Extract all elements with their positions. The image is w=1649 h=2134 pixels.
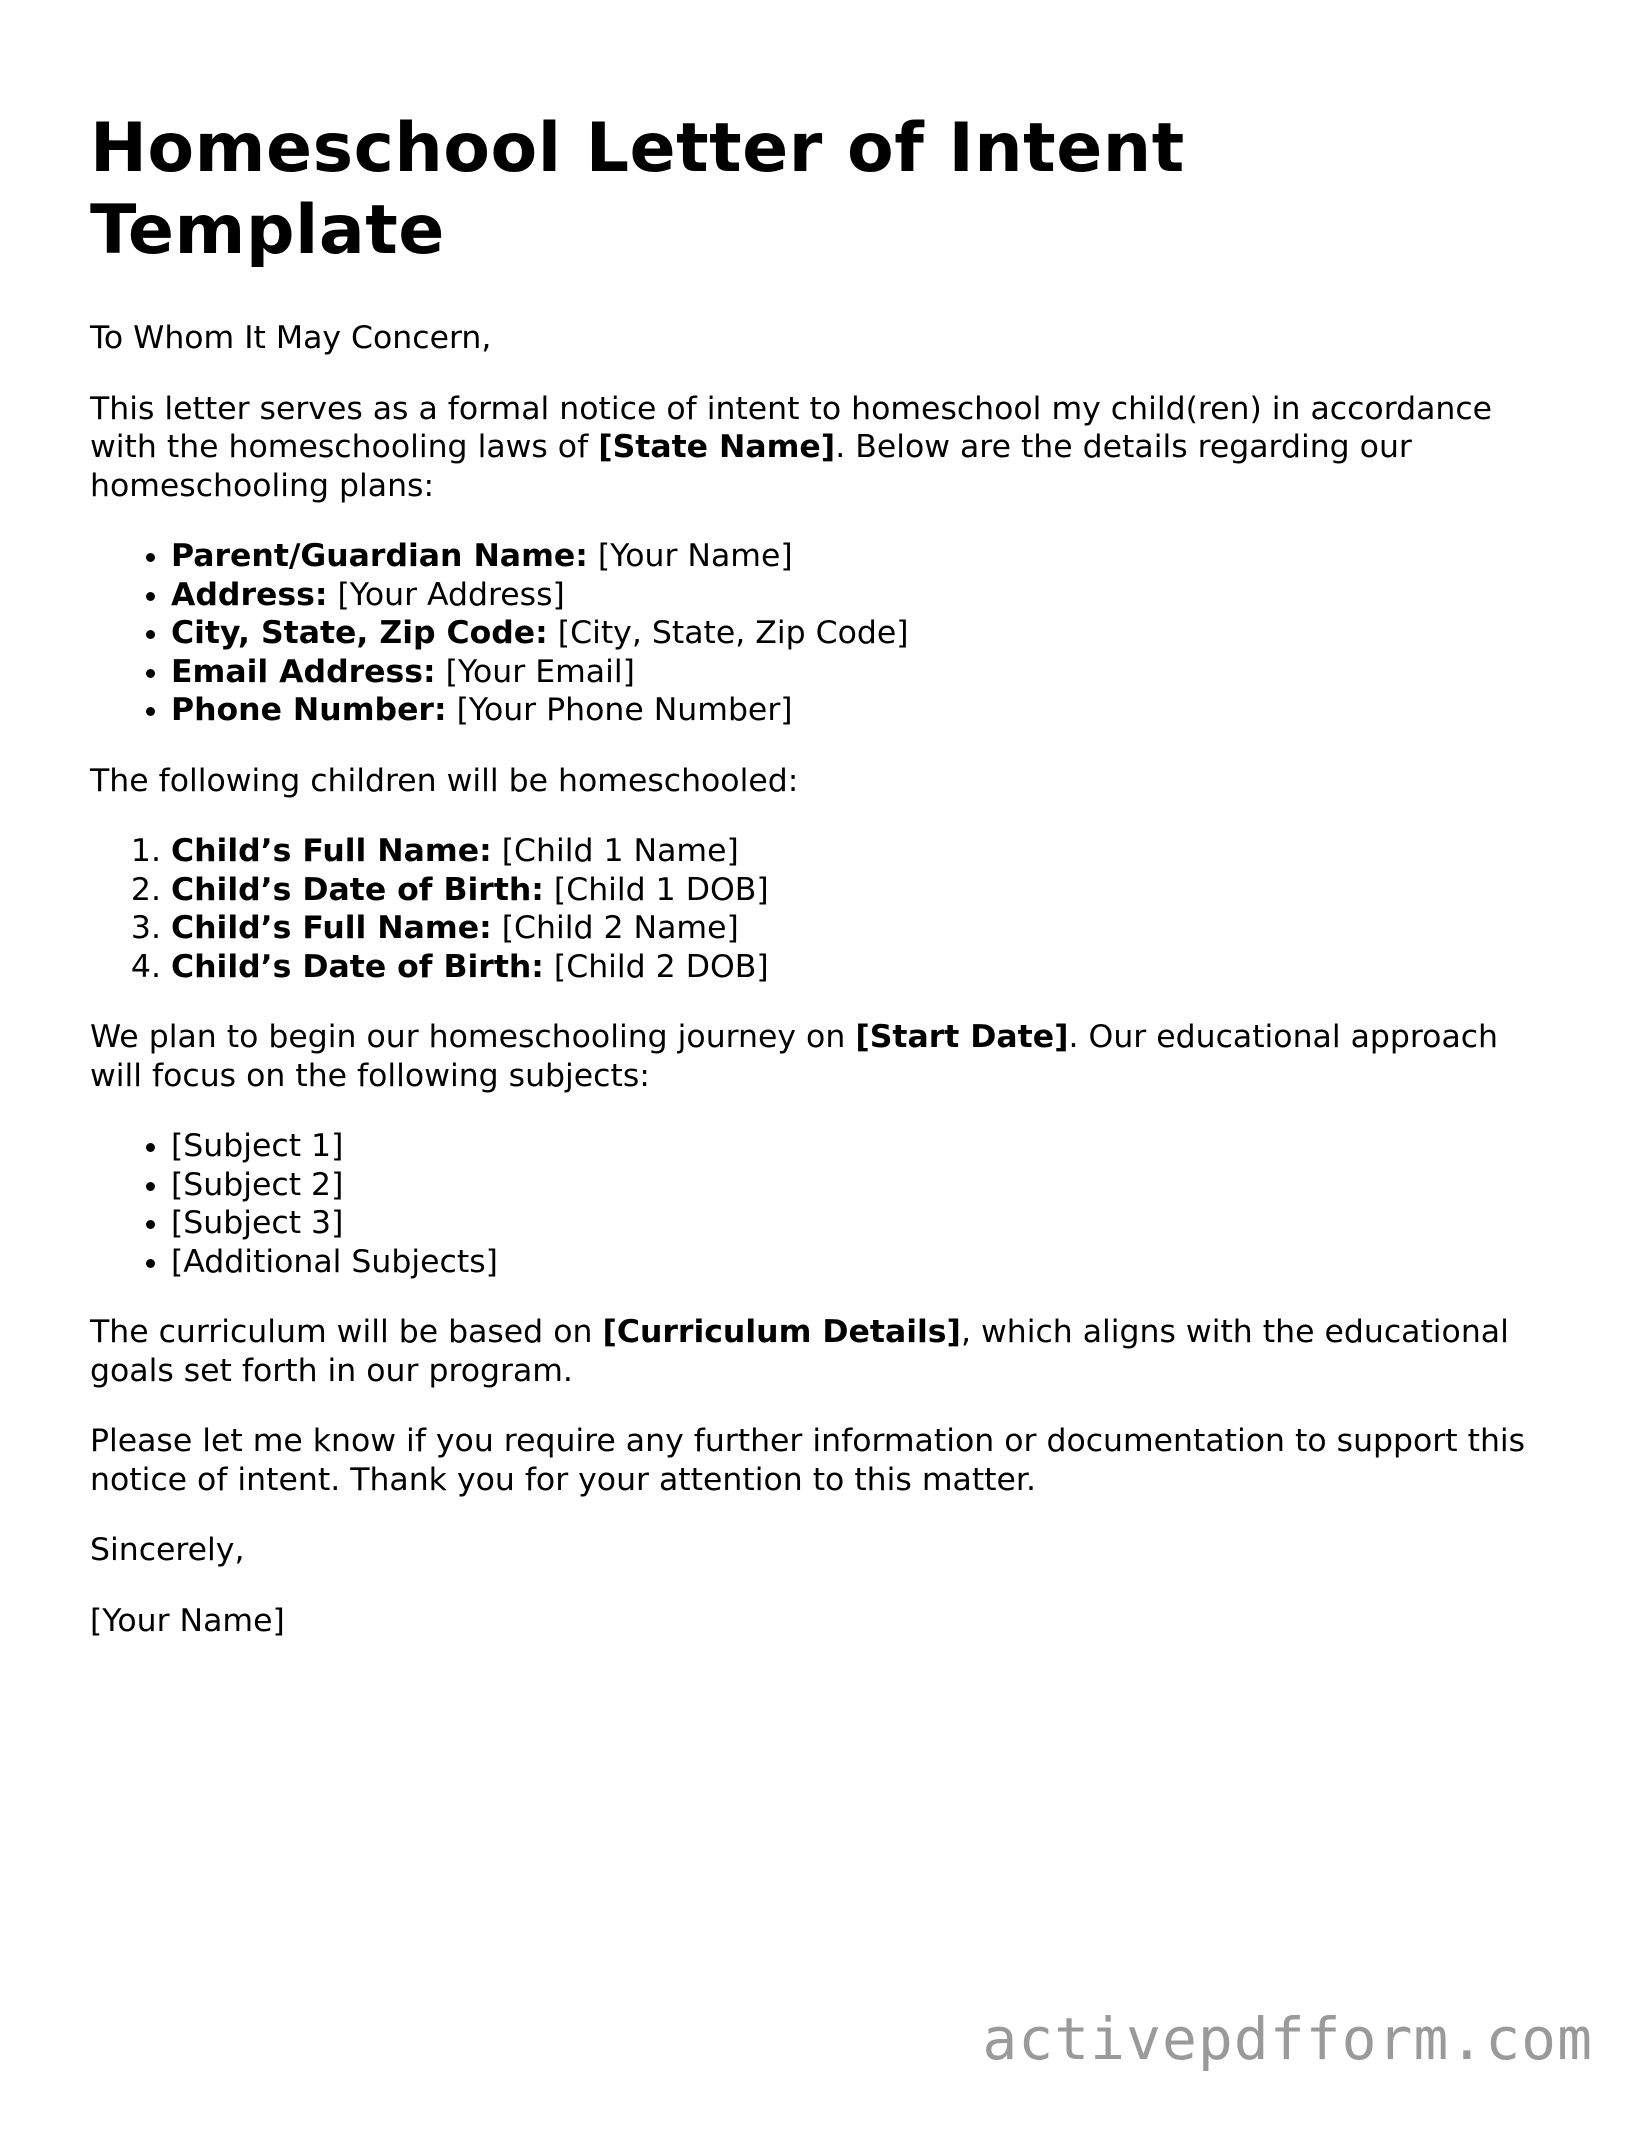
signature-name: [Your Name] xyxy=(90,1602,285,1639)
item-label: Child’s Date of Birth: xyxy=(171,871,544,908)
item-label: Email Address: xyxy=(171,653,436,690)
list-item-subject: • [Additional Subjects] xyxy=(171,1243,1560,1282)
item-label: Child’s Full Name: xyxy=(171,910,492,947)
intro-paragraph xyxy=(90,390,1560,506)
intro-text-before: This letter serves as a formal notice of intent to homeschool my child(ren) in accordance with the homeschooling laws of xyxy=(90,390,1493,466)
item-label: Parent/Guardian Name: xyxy=(171,538,588,575)
state-name-placeholder: [State Name] xyxy=(598,429,836,466)
item-label: Child’s Date of Birth: xyxy=(171,948,544,985)
children-intro: The following children will be homeschooled: xyxy=(90,762,799,799)
plan-text-before: We plan to begin our homeschooling journey on xyxy=(90,1019,856,1056)
item-value: [Your Email] xyxy=(435,653,635,690)
children-list xyxy=(90,832,1560,986)
item-value: [Child 2 DOB] xyxy=(543,948,769,985)
curriculum-text-before: The curriculum will be based on xyxy=(90,1314,603,1351)
list-item-city-state-zip xyxy=(171,614,1560,653)
salutation: To Whom It May Concern, xyxy=(90,320,492,357)
curriculum-paragraph xyxy=(90,1313,1560,1390)
list-item-child-2-dob xyxy=(171,948,1560,987)
item-label: Address: xyxy=(171,576,328,613)
list-item-subject: • [Subject 3] xyxy=(171,1204,1560,1243)
closing-paragraph: Please let me know if you require any further information or documentation to support this notice of intent. Thank you for your attention to this matter. xyxy=(90,1423,1526,1498)
intro-text-after: . Below are the details regarding our homeschooling plans: xyxy=(90,429,1412,504)
list-item-child-1-name xyxy=(171,832,1560,871)
item-value: [City, State, Zip Code] xyxy=(547,615,909,652)
item-label: City, State, Zip Code: xyxy=(171,615,548,652)
list-item-phone xyxy=(171,691,1560,730)
list-item-email xyxy=(171,653,1560,692)
watermark: activepdfform.com xyxy=(982,2005,1593,2073)
letter-document xyxy=(90,108,1560,1672)
item-label: Child’s Full Name: xyxy=(171,833,492,870)
item-value: [Your Name] xyxy=(587,538,793,575)
list-item-subject: • [Subject 1] xyxy=(171,1127,1560,1166)
subjects-list xyxy=(90,1127,1560,1281)
plan-text-after: . Our educational approach will focus on the following subjects: xyxy=(90,1019,1499,1094)
item-value: [Your Address] xyxy=(327,576,565,613)
item-value: [Your Phone Number] xyxy=(446,692,793,729)
start-date-placeholder: [Start Date] xyxy=(855,1019,1069,1056)
list-item-child-1-dob xyxy=(171,871,1560,910)
item-value: [Child 1 Name] xyxy=(491,833,739,870)
list-item-address xyxy=(171,576,1560,615)
item-value: [Child 2 Name] xyxy=(491,910,739,947)
parent-details-list xyxy=(90,537,1560,730)
curriculum-text-after: , which aligns with the educational goals set forth in our program. xyxy=(90,1314,1509,1389)
list-item-parent-name xyxy=(171,537,1560,576)
document-title: Homeschool Letter of Intent Template xyxy=(90,109,1185,270)
list-item-child-2-name xyxy=(171,909,1560,948)
curriculum-details-placeholder: [Curriculum Details] xyxy=(602,1314,961,1351)
signoff: Sincerely, xyxy=(90,1532,245,1569)
plan-paragraph xyxy=(90,1018,1560,1095)
list-item-subject: • [Subject 2] xyxy=(171,1166,1560,1205)
item-label: Phone Number: xyxy=(171,692,447,729)
item-value: [Child 1 DOB] xyxy=(543,871,769,908)
